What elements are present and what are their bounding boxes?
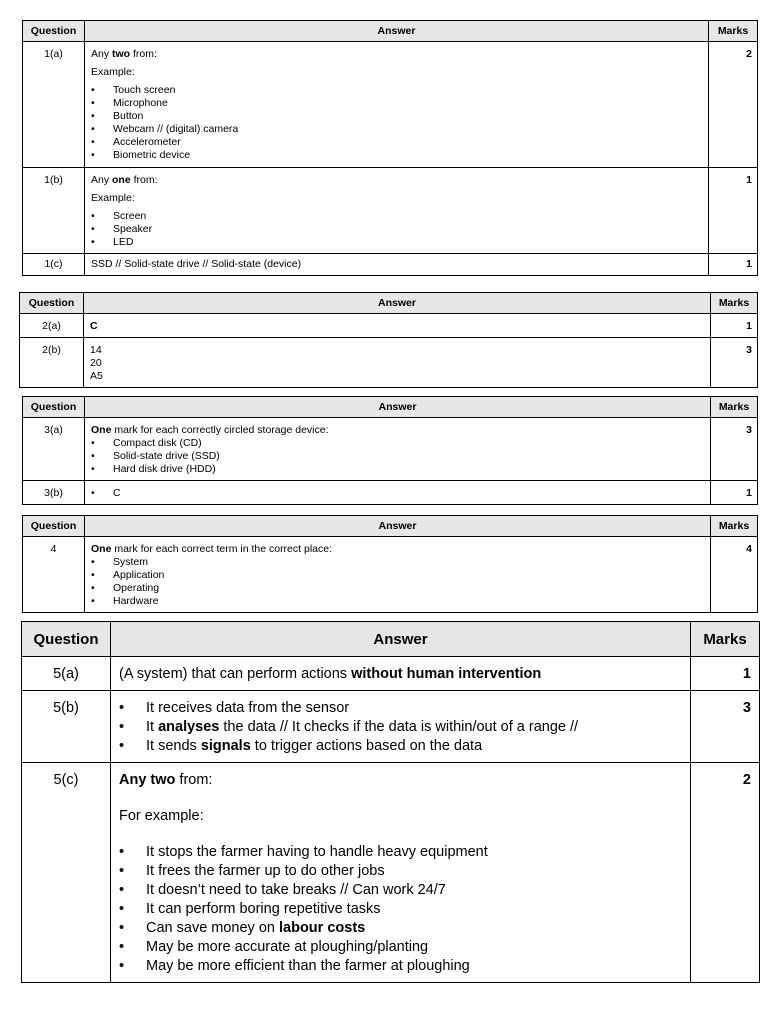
question-number: 1(c)	[23, 254, 85, 276]
answer-cell	[85, 168, 709, 254]
marks-value: 3	[691, 691, 760, 763]
answer-text: SSD // Solid-state drive // Solid-state (device)	[85, 254, 709, 276]
mark-scheme-table-2	[19, 292, 758, 388]
answer-lead: One mark for each correctly circled storage device:	[91, 424, 329, 436]
list-item: • May be more accurate at ploughing/planting	[119, 938, 682, 957]
list-item: • It sends signals to trigger actions based on the data	[119, 737, 682, 756]
table-row	[23, 254, 758, 276]
list-item: • Microphone	[91, 97, 702, 110]
marks-value: 1	[711, 314, 758, 338]
table-row	[23, 537, 758, 613]
answer-header: Answer	[85, 397, 711, 418]
answer-cell	[111, 763, 691, 983]
list-item: • Biometric device	[91, 149, 702, 162]
answer-lead: Any one from:	[91, 174, 158, 186]
answer-text: (A system) that can perform actions without human intervention	[111, 657, 691, 691]
answer-list	[91, 84, 702, 162]
answer-cell	[111, 691, 691, 763]
question-number: 5(b)	[22, 691, 111, 763]
list-item: • Speaker	[91, 223, 702, 236]
list-item: • May be more efficient than the farmer at ploughing	[119, 957, 682, 976]
answer-list	[119, 843, 682, 976]
marks-value: 1	[711, 481, 758, 505]
list-item: • It analyses the data // It checks if the data is within/out of a range //	[119, 718, 682, 737]
answer-list	[91, 556, 704, 608]
list-item: • It receives data from the sensor	[119, 699, 682, 718]
marks-header: Marks	[711, 293, 758, 314]
list-item: • Hard disk drive (HDD)	[91, 463, 704, 476]
question-number: 5(c)	[22, 763, 111, 983]
list-item: • C	[91, 487, 704, 500]
question-number: 2(a)	[20, 314, 84, 338]
answer-list	[91, 487, 704, 500]
question-header: Question	[20, 293, 84, 314]
answer-cell	[85, 537, 711, 613]
mark-scheme-table-3	[22, 396, 758, 505]
answer-lead: Any two from:	[119, 772, 213, 788]
marks-header: Marks	[711, 516, 758, 537]
question-header: Question	[22, 622, 111, 657]
mark-scheme-table-4	[22, 515, 758, 613]
question-number: 3(a)	[23, 418, 85, 481]
marks-header: Marks	[711, 397, 758, 418]
example-label: Example:	[91, 192, 135, 204]
answer-cell	[85, 418, 711, 481]
marks-value: 2	[691, 763, 760, 983]
answer-header: Answer	[111, 622, 691, 657]
question-header: Question	[23, 397, 85, 418]
answer-header: Answer	[84, 293, 711, 314]
table-row	[23, 418, 758, 481]
table-row	[23, 168, 758, 254]
list-item: • System	[91, 556, 704, 569]
table-row	[20, 314, 758, 338]
list-item: • Webcam // (digital) camera	[91, 123, 702, 136]
list-item: • Can save money on labour costs	[119, 919, 682, 938]
marks-value: 1	[691, 657, 760, 691]
table-row	[22, 691, 760, 763]
table-row	[23, 42, 758, 168]
answer-list	[119, 699, 682, 756]
answer-cell	[85, 481, 711, 505]
answer-header: Answer	[85, 21, 709, 42]
list-item: • Accelerometer	[91, 136, 702, 149]
list-item: • Button	[91, 110, 702, 123]
answer-lead: One mark for each correct term in the correct place:	[91, 543, 332, 555]
answer-cell	[85, 42, 709, 168]
question-number: 1(b)	[23, 168, 85, 254]
question-number: 5(a)	[22, 657, 111, 691]
question-header: Question	[23, 516, 85, 537]
question-number: 4	[23, 537, 85, 613]
answer-header: Answer	[85, 516, 711, 537]
list-item: • It stops the farmer having to handle heavy equipment	[119, 843, 682, 862]
question-number: 3(b)	[23, 481, 85, 505]
list-item: • Touch screen	[91, 84, 702, 97]
list-item: • Screen	[91, 210, 702, 223]
answer-list	[91, 210, 702, 249]
question-number: 1(a)	[23, 42, 85, 168]
marks-value: 2	[709, 42, 758, 168]
mark-scheme-table-1	[22, 20, 758, 276]
question-header: Question	[23, 21, 85, 42]
answer-cell	[84, 338, 711, 388]
example-label: For example:	[119, 808, 204, 824]
table-row	[20, 338, 758, 388]
marks-value: 1	[709, 254, 758, 276]
marks-value: 4	[711, 537, 758, 613]
marks-value: 1	[709, 168, 758, 254]
list-item: • It doesn’t need to take breaks // Can work 24/7	[119, 881, 682, 900]
list-item: • Operating	[91, 582, 704, 595]
table-row	[22, 763, 760, 983]
marks-value: 3	[711, 338, 758, 388]
list-item: • It frees the farmer up to do other jobs	[119, 862, 682, 881]
list-item: • Solid-state drive (SSD)	[91, 450, 704, 463]
answer-lead: Any two from:	[91, 48, 157, 60]
marks-header: Marks	[709, 21, 758, 42]
list-item: • Compact disk (CD)	[91, 437, 704, 450]
answer-line: 14	[90, 344, 102, 356]
list-item: • Hardware	[91, 595, 704, 608]
answer-text: C	[84, 314, 711, 338]
question-number: 2(b)	[20, 338, 84, 388]
list-item: • It can perform boring repetitive tasks	[119, 900, 682, 919]
table-row	[23, 481, 758, 505]
list-item: • LED	[91, 236, 702, 249]
list-item: • Application	[91, 569, 704, 582]
example-label: Example:	[91, 66, 135, 78]
answer-list	[91, 437, 704, 476]
table-row	[22, 657, 760, 691]
answer-line: 20	[90, 357, 102, 369]
marks-header: Marks	[691, 622, 760, 657]
marks-value: 3	[711, 418, 758, 481]
mark-scheme-table-5	[21, 621, 760, 983]
answer-line: A5	[90, 370, 103, 382]
